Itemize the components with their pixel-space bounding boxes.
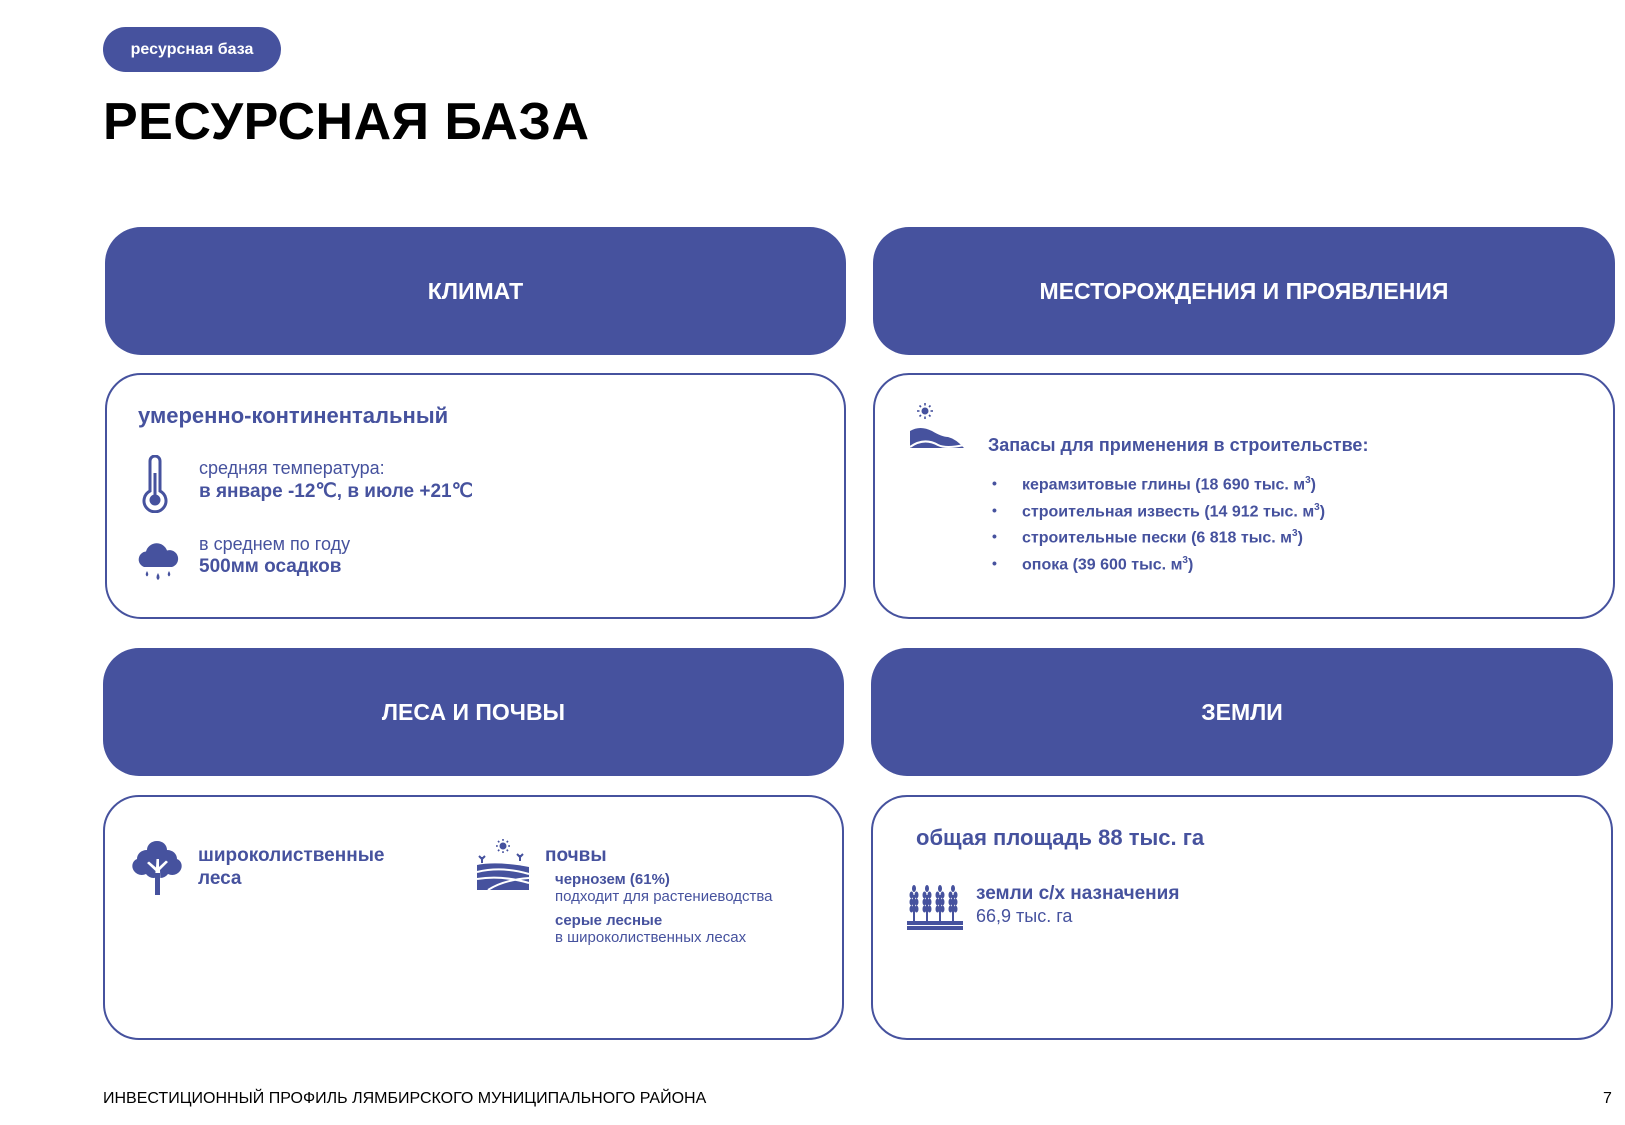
forests-header-label: ЛЕСА И ПОЧВЫ: [381, 698, 566, 725]
list-item: • опока (39 600 тыс. $м^3$): [992, 555, 1325, 582]
forests-header: [103, 648, 844, 776]
climate-header: [105, 227, 846, 355]
soil-1-description: подходит для растениеводства: [555, 888, 773, 905]
deposits-list: [992, 475, 1325, 581]
temperature-value: в январе -12℃, в июле +21℃: [199, 481, 473, 502]
lands-header: [871, 648, 1613, 776]
section-tag: ресурсная база: [103, 27, 281, 72]
deposits-header-label: МЕСТОРОЖДЕНИЯ И ПРОЯВЛЕНИЯ: [1039, 277, 1449, 304]
field-sun-icon: [476, 839, 530, 891]
deposits-intro: Запасы для применения в строительстве:: [988, 435, 1369, 455]
climate-type: умеренно-континентальный: [138, 403, 449, 428]
list-item: • строительная известь (14 912 тыс. $м^3$): [992, 502, 1325, 529]
rain-cloud-icon: [135, 541, 181, 585]
climate-card: [105, 373, 846, 619]
precipitation-label: в среднем по году: [199, 534, 351, 554]
page-title: РЕСУРСНАЯ БАЗА: [103, 93, 590, 151]
lands-total-area: общая площадь 88 тыс. га: [916, 825, 1205, 850]
deposits-card: [873, 373, 1615, 619]
climate-header-label: КЛИМАТ: [427, 277, 524, 304]
soil-2-description: в широколиственных лесах: [555, 929, 747, 946]
soil-1-name: чернозем (61%): [555, 871, 670, 888]
soil-2-name: серые лесные: [555, 912, 663, 929]
footer-text: ИНВЕСТИЦИОННЫЙ ПРОФИЛЬ ЛЯМБИРСКОГО МУНИЦИПАЛЬНОГО РАЙОНА: [103, 1090, 707, 1107]
page-number: 7: [1603, 1090, 1612, 1107]
temperature-label: средняя температура:: [199, 458, 385, 478]
list-item: • строительные пески (6 818 тыс. $м^3$): [992, 528, 1325, 555]
precipitation-value: 500мм осадков: [199, 556, 342, 577]
forests-card: [103, 795, 844, 1040]
deposits-header: [873, 227, 1615, 355]
agri-land-value: 66,9 тыс. га: [976, 906, 1073, 926]
hills-sun-icon: [909, 403, 965, 455]
wheat-icon: [907, 885, 963, 931]
lands-header-label: ЗЕМЛИ: [1201, 698, 1283, 725]
soils-title: почвы: [545, 845, 607, 866]
thermometer-icon: [140, 455, 170, 513]
forest-type-line1: широколиственные: [198, 845, 385, 866]
agri-land-label: земли с/х назначения: [976, 883, 1180, 904]
lands-card: [871, 795, 1613, 1040]
list-item: • керамзитовые глины (18 690 тыс. $м^3$): [992, 475, 1325, 502]
tree-icon: [130, 839, 184, 895]
forest-type-line2: леса: [198, 868, 242, 889]
